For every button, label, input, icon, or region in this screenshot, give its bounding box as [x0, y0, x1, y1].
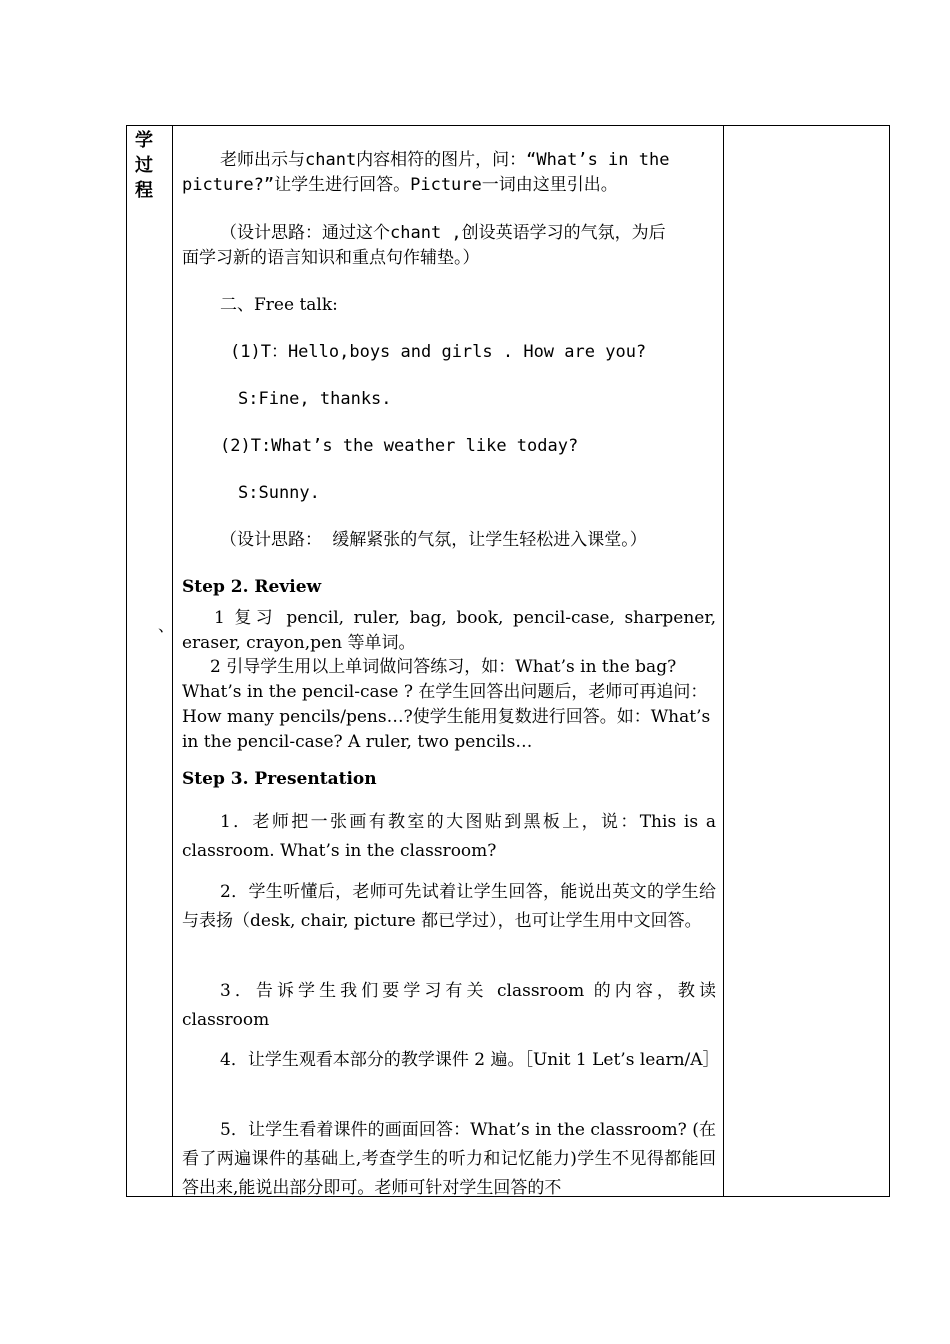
presentation-item: 1．老师把一张画有教室的大图贴到黑板上，说：This is a classroom. What’s in the classroom?	[182, 812, 716, 861]
dialog-line: (2)T:What’s the weather like today?	[220, 436, 579, 456]
step-2-heading: Step 2. Review	[182, 577, 322, 597]
free-talk-heading: 二、Free talk:	[220, 295, 338, 315]
design-note-line: 面学习新的语言知识和重点句作辅垫。）	[182, 248, 480, 268]
presentation-item: 4．让学生观看本部分的教学课件 2 遍。［Unit 1 Let’s learn/A］	[220, 1050, 720, 1070]
lesson-table	[126, 125, 890, 1197]
dialog-line: S:Sunny.	[238, 483, 320, 503]
review-item: 1 复习 pencil, ruler, bag, book, pencil-case, sharpener, eraser, crayon,pen 等单词。	[182, 608, 716, 653]
review-item: 2 引导学生用以上单词做问答练习，如：What’s in the bag? What’s in the pencil-case ? 在学生回答出问题后，老师可再追问：How many pencils/pens…?使学生能用复数进行回答。如：What’s in the pencil-case? A ruler, two pencils…	[182, 657, 711, 752]
side-label-char: 程	[135, 180, 153, 201]
design-note-line: （设计思路： 缓解紧张的气氛，让学生轻松进入课堂。）	[220, 530, 647, 550]
dialog-line: S:Fine, thanks.	[238, 389, 392, 409]
presentation-item: 2．学生听懂后，老师可先试着让学生回答，能说出英文的学生给与表扬（desk, chair, picture 都已学过），也可让学生用中文回答。	[182, 882, 716, 931]
column-divider-left	[172, 126, 173, 1196]
paragraph-line: picture?”让学生进行回答。Picture一词由这里引出。	[182, 175, 618, 195]
presentation-item: 5．让学生看着课件的画面回答：What’s in the classroom? (在看了两遍课件的基础上,考查学生的听力和记忆能力)学生不见得都能回答出来,能说出部分即可。老师可针对学生回答的不	[182, 1120, 716, 1198]
paragraph-line: 老师出示与chant内容相符的图片，问：“What’s in the	[220, 150, 670, 170]
side-label	[135, 128, 161, 203]
comma-mark: 、	[158, 616, 175, 635]
design-note-line: （设计思路：通过这个chant ,创设英语学习的气氛，为后	[220, 223, 666, 243]
step-3-heading: Step 3. Presentation	[182, 769, 377, 789]
dialog-line: (1)T：Hello,boys and girls . How are you?	[230, 342, 647, 362]
presentation-item: 3．告诉学生我们要学习有关 classroom 的内容，教读 classroom	[182, 981, 716, 1030]
side-label-char: 学	[135, 130, 153, 151]
side-label-char: 过	[135, 155, 153, 176]
column-divider-right	[723, 126, 724, 1196]
